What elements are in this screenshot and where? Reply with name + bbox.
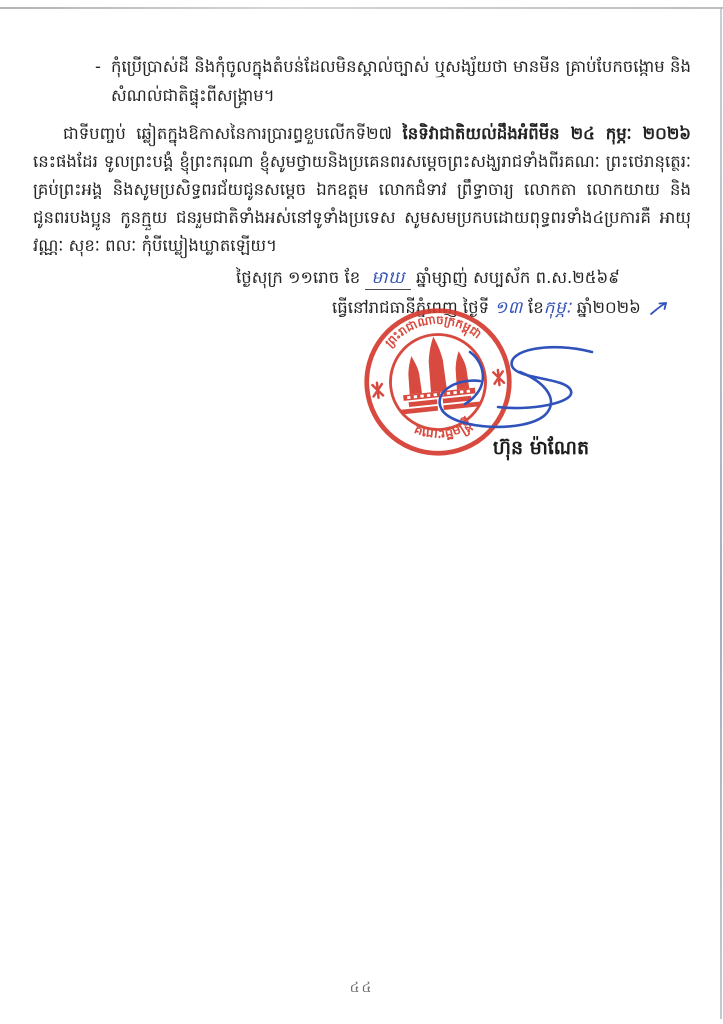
closing-paragraph [33,120,691,260]
date2-printed-suffix: ឆ្នាំ២០២៦ [571,298,641,317]
seal-left-asterisk-icon [372,382,383,398]
bullet-item [95,52,691,110]
date2-printed-prefix: ធ្វើនៅរាជធានីភ្នំពេញ ថ្ងៃទី [332,298,495,317]
seal-arc-bottom-text: គណៈរដ្ឋមន្ត្រី [411,416,475,443]
page-top-edge-line [0,7,723,9]
handwritten-month-civil: កុម្ភៈ [543,298,572,318]
date2-printed-mid: ខែ [522,298,544,317]
date1-printed-suffix: ឆ្នាំម្សាញ់ សប្បស័ក ព.ស.២៥៦៩ [416,268,620,287]
signatory-name: ហ៊ុន ម៉ាណែត [492,437,590,459]
paragraph-lead: ជាទីបញ្ចប់ ឆ្លៀតក្នុងឱកាសនៃការប្រារព្ធខួបលើកទី២៧ [63,124,403,143]
handwritten-signature [415,330,705,435]
date1-printed-prefix: ថ្ងៃសុក្រ ១១រោច ខែ [236,268,361,287]
handwritten-tick-mark [649,301,669,316]
page-right-edge-line [720,9,722,1019]
page-number: ៤៤ [349,980,374,996]
seal-arc-top-text: ព្រះរាជាណាចក្រកម្ពុជា [382,312,485,350]
handwritten-month-lunar: មាឃ [365,268,410,290]
paragraph-bold-mine-awareness-day: នៃទិវាជាតិយល់ដឹងអំពីមីន ២៤ កុម្ភៈ ២០២៦ [402,124,691,143]
bullet-dash: - [95,57,101,76]
date-line-lunar [236,264,666,292]
paragraph-rest: នេះផងដែរ ទូលព្រះបង្គំ ខ្ញុំព្រះករុណា ខ្ញុំសូមថ្វាយនិងប្រគេនពរសម្តេចព្រះសង្ឃរាជទាំងពីរគណៈ ព្រះថេរានុត្ថេរៈ គ្រប់ព្រះអង្គ និងសូមប្រសិទ្ធពរជ័យជូនសម្តេច ឯកឧត្តម លោកជំទាវ ព្រឹទ្ធាចារ្យ លោកតា លោកយាយ និងជូនពរបងប្អូន កូនក្មួយ ជនរួមជាតិទាំងអស់នៅទូទាំងប្រទេស សូមសមប្រកបដោយពុទ្ធពរទាំង៤ប្រការគឺ អាយុ វណ្ណៈ សុខៈ ពលៈ កុំបីឃ្លៀងឃ្លាតឡើយ។ [33,152,691,255]
handwritten-day-number: ១៣ [494,298,523,318]
bullet-text: កុំប្រើប្រាស់ដី និងកុំចូលក្នុងតំបន់ដែលមិនស្គាល់ច្បាស់ ឬសង្ស័យថា មានមីន គ្រាប់បែកចង្កោម និង សំណល់ជាតិផ្ទុះពីសង្គ្រាម។ [110,57,691,105]
